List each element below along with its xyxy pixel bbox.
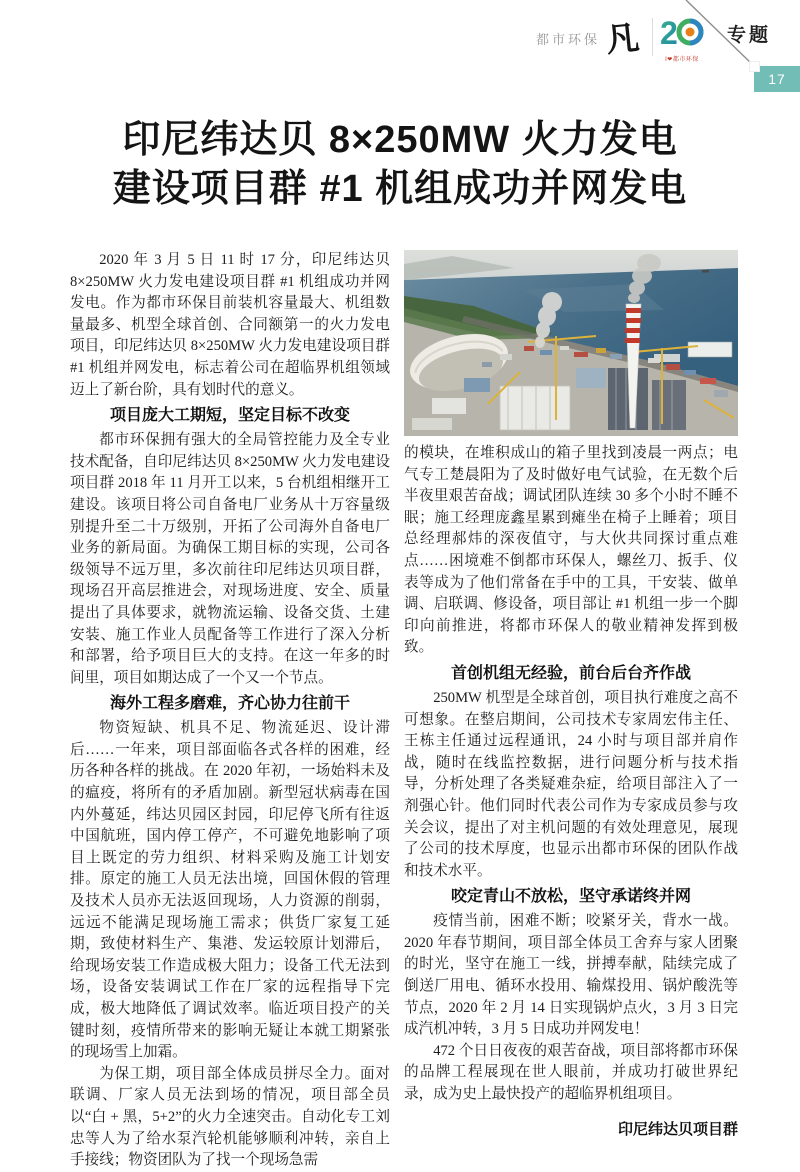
section-label: 专题 bbox=[727, 25, 772, 46]
page-number-badge bbox=[754, 66, 800, 92]
paragraph-8: 472 个日日夜夜的艰苦奋战，项目部将都市环保的品牌工程展现在世人眼前，并成功打破世界纪录，成为史上最快投产的超临界机组项目。 bbox=[404, 1042, 738, 1103]
paragraph-1: 2020 年 3 月 5 日 11 时 17 分，印尼纬达贝 8×250MW 火力发电建设项目群 #1 机组成功并网发电。作为都市环保目前装机容量最大、机组数量最多、机型全球首创、合同额第一的火力发电项目，印尼纬达贝 8×250MW 火力发电建设项目群 #1 机组并网发电，标志着公司在超临界机组领域迈上了新台阶，具有划时代的意义。 bbox=[70, 252, 390, 398]
brand-text: 都市环保 bbox=[536, 31, 601, 47]
paragraph-3: 物资短缺、机具不足、物流延迟、设计滞后……一年来，项目部面临各式各样的困难，经历各种各样的挑战。在 2020 年初，一场始料未及的瘟疫，将所有的矛盾加剧。新型冠状病毒在国内外蔓延，纬达贝园区封园，印尼停飞所有往返中国航班，国内停工停产，不可避免地影响了项目上既定的劳力组织、材料采购及施工计划安排。原定的施工人员无法出境，回国休假的管理及技术人员亦无法返回现场，人力资源的削弱，远远不能满足现场施工需求；供货厂家复工延期，致使材料生产、集港、发运较原计划滞后，给现场安装工作造成极大阻力；设备工代无法到场，设备安装调试工作在厂家的远程指导下完成，极大地降低了调试效率。临近项目投产的关键时刻，疫情所带来的影响无疑让本就工期紧张的现场雪上加霜。 bbox=[70, 720, 390, 1061]
corner-square-decor bbox=[749, 61, 760, 72]
paragraph-4: 为保工期，项目部全体成员拼尽全力。面对联调、厂家人员无法到场的情况，项目部全员以“白 + 黑，5+2”的火力全速突击。自动化专工刘忠等人为了给水泵汽轮机能够顺利冲转，亲自上手接线；物资团队为了找一个现场急需 bbox=[70, 1065, 390, 1169]
header-divider bbox=[652, 18, 653, 56]
brand-calligraphy-mark: 凡 bbox=[604, 16, 641, 60]
paragraph-5: 的模块，在堆积成山的箱子里找到凌晨一两点；电气专工楚晨阳为了及时做好电气试验，在无数个后半夜里艰苦奋战；调试团队连续 30 多个小时不睡不眠；施工经理庞鑫星累到瘫坐在椅子上睡着；项目总经理郝炜的深夜值守，与大伙共同探讨重点难点……困境难不倒都市环保人，螺丝刀、扳手、仪表等成为了他们常备在手中的工具，干安装、做单调、启联调、修设备，项目部让 #1 机组一步一个脚印向前推进，将都市环保人的敬业精神发挥到极致。 bbox=[404, 445, 738, 656]
left-column bbox=[70, 250, 390, 1172]
svg-text:2: 2 bbox=[660, 16, 678, 48]
subheading-3: 首创机组无经验，前台后台齐作战 bbox=[450, 664, 691, 682]
subheading-4: 咬定青山不放松，坚守承诺终并网 bbox=[450, 888, 691, 906]
paragraph-6: 250MW 机型是全球首创，项目执行难度之高不可想象。在整启期间，公司技术专家周宏伟主任、王栋主任通过远程通讯，24 小时与项目部并肩作战，随时在线监控数据，进行问题分析与技术指导，分析处理了各类疑难杂症，给项目部注入了一剂强心针。他们同时代表公司作为专家成员参与攻关会议，提出了对主机问题的有效处理意见，展现了公司的技术厚度，也显示出都市环保的团队作战和技术水平。 bbox=[404, 689, 738, 879]
subheading-2: 海外工程多磨难，齐心协力往前干 bbox=[109, 695, 350, 713]
subheading-1: 项目庞大工期短，坚定目标不改变 bbox=[109, 407, 350, 425]
article-columns bbox=[70, 250, 738, 1172]
article-title bbox=[0, 116, 800, 214]
right-column bbox=[404, 250, 738, 1172]
article-title-line1: 印尼纬达贝 8×250MW 火力发电 bbox=[122, 119, 678, 161]
brand-logo bbox=[536, 14, 639, 62]
byline: 印尼纬达贝项目群 bbox=[617, 1120, 738, 1138]
paragraph-7: 疫情当前，困难不断；咬紧牙关，背水一战。2020 年春节期间，项目部全体员工舍弃与家人团聚的时光，坚守在施工一线，拼搏奉献，陆续完成了倒送厂用电、循环水投用、输煤投用、锅炉酸洗等节点，2020 年 2 月 14 日实现锅炉点火，3 月 3 日完成汽机冲转，3 月 5 日成功并网发电！ bbox=[404, 913, 738, 1038]
article-title-line2: 建设项目群 #1 机组成功并网发电 bbox=[112, 168, 688, 210]
page-number: 17 bbox=[768, 71, 786, 87]
project-aerial-photo bbox=[404, 250, 738, 436]
anniversary-tagline: I❤都市环保 bbox=[665, 57, 699, 63]
paragraph-2: 都市环保拥有强大的全局管控能力及全专业技术配备，自印尼纬达贝 8×250MW 火力发电建设项目群 2018 年 11 月开工以来，5 台机组相继开工建设。该项目将公司自备电厂业务从十万容量级别提升至二十万级别，开拓了公司海外自备电厂业务的新局面。为确保工期目标的实现，公司各级领导不远万里，多次前往印尼纬达贝项目群，现场召开高层推进会，对现场进度、安全、质量提出了具体要求，就物流运输、设备交货、土建安装、施工作业人员配备等工作进行了深入分析和部署，给予项目巨大的支持。在这一年多的时间里，项目如期达成了一个又一个节点。 bbox=[70, 432, 390, 686]
